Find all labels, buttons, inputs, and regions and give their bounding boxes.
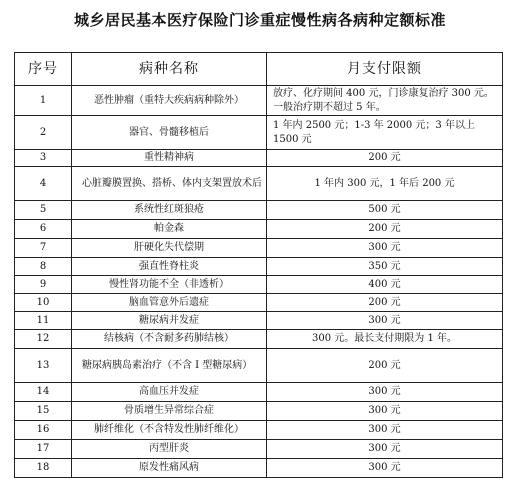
table-row bbox=[15, 440, 503, 459]
cell-monthly-limit: 500 元 bbox=[267, 201, 503, 220]
cell-disease-name: 高血压并发症 bbox=[72, 383, 267, 402]
cell-monthly-limit: 300 元 bbox=[267, 402, 503, 421]
table-row bbox=[15, 459, 503, 478]
cell-monthly-limit: 1 年内 2500 元；1-3 年 2000 元；3 年以上 1500 元 bbox=[267, 116, 503, 150]
cell-serial-number: 7 bbox=[15, 239, 72, 258]
cell-monthly-limit: 300 元 bbox=[267, 459, 503, 478]
cell-disease-name: 脑血管意外后遗症 bbox=[72, 294, 267, 312]
cell-disease-name: 糖尿病并发症 bbox=[72, 312, 267, 330]
cell-disease-name: 系统性红斑狼疮 bbox=[72, 201, 267, 220]
table-row bbox=[15, 402, 503, 421]
cell-serial-number: 18 bbox=[15, 459, 72, 478]
cell-monthly-limit: 300 元 bbox=[267, 239, 503, 258]
cell-disease-name: 肝硬化失代偿期 bbox=[72, 239, 267, 258]
cell-serial-number: 12 bbox=[15, 330, 72, 349]
cell-disease-name: 结核病（不含耐多药肺结核） bbox=[72, 330, 267, 349]
cell-monthly-limit: 400 元 bbox=[267, 276, 503, 294]
header-disease-name: 病种名称 bbox=[72, 53, 267, 86]
table-row bbox=[15, 258, 503, 276]
cell-disease-name: 心脏瓣膜置换、搭桥、体内支架置放术后 bbox=[72, 167, 267, 201]
header-monthly-limit: 月支付限额 bbox=[267, 53, 503, 86]
cell-serial-number: 9 bbox=[15, 276, 72, 294]
cell-serial-number: 5 bbox=[15, 201, 72, 220]
cell-disease-name: 重性精神病 bbox=[72, 150, 267, 167]
cell-serial-number: 6 bbox=[15, 220, 72, 239]
table-row bbox=[15, 421, 503, 440]
table-row bbox=[15, 312, 503, 330]
cell-disease-name: 帕金森 bbox=[72, 220, 267, 239]
cell-serial-number: 2 bbox=[15, 116, 72, 150]
header-serial-number: 序号 bbox=[15, 53, 72, 86]
cell-serial-number: 14 bbox=[15, 383, 72, 402]
cell-serial-number: 1 bbox=[15, 86, 72, 116]
table-row bbox=[15, 383, 503, 402]
cell-monthly-limit: 300 元 bbox=[267, 312, 503, 330]
table-row bbox=[15, 294, 503, 312]
table-row bbox=[15, 86, 503, 116]
table-row bbox=[15, 239, 503, 258]
cell-disease-name: 器官、骨髓移植后 bbox=[72, 116, 267, 150]
table-row bbox=[15, 349, 503, 383]
cell-monthly-limit: 200 元 bbox=[267, 294, 503, 312]
cell-serial-number: 11 bbox=[15, 312, 72, 330]
table-row bbox=[15, 201, 503, 220]
cell-disease-name: 肺纤维化（不含特发性肺纤维化） bbox=[72, 421, 267, 440]
table-row bbox=[15, 330, 503, 349]
cell-monthly-limit: 200 元 bbox=[267, 349, 503, 383]
cell-monthly-limit: 200 元 bbox=[267, 220, 503, 239]
table-header-row bbox=[15, 53, 503, 86]
cell-monthly-limit: 300 元 bbox=[267, 421, 503, 440]
cell-monthly-limit: 300 元 bbox=[267, 440, 503, 459]
cell-monthly-limit: 放疗、化疗期间 400 元，门诊康复治疗 300 元。一般治疗期不超过 5 年。 bbox=[267, 86, 503, 116]
cell-disease-name: 糖尿病胰岛素治疗（不含 I 型糖尿病） bbox=[72, 349, 267, 383]
cell-serial-number: 4 bbox=[15, 167, 72, 201]
cell-disease-name: 原发性痛风病 bbox=[72, 459, 267, 478]
cell-disease-name: 强直性脊柱炎 bbox=[72, 258, 267, 276]
cell-serial-number: 10 bbox=[15, 294, 72, 312]
cell-monthly-limit: 1 年内 300 元，1 年后 200 元 bbox=[267, 167, 503, 201]
cell-serial-number: 15 bbox=[15, 402, 72, 421]
table-row bbox=[15, 150, 503, 167]
page-title: 城乡居民基本医疗保险门诊重症慢性病各病种定额标准 bbox=[73, 11, 446, 29]
cell-monthly-limit: 350 元 bbox=[267, 258, 503, 276]
cell-disease-name: 骨质增生异常综合症 bbox=[72, 402, 267, 421]
cell-serial-number: 17 bbox=[15, 440, 72, 459]
cell-monthly-limit: 300 元。最长支付期限为 1 年。 bbox=[267, 330, 503, 349]
cell-disease-name: 丙型肝炎 bbox=[72, 440, 267, 459]
table-row bbox=[15, 220, 503, 239]
cell-disease-name: 慢性肾功能不全（非透析） bbox=[72, 276, 267, 294]
cell-serial-number: 3 bbox=[15, 150, 72, 167]
cell-disease-name: 恶性肿瘤（重特大疾病病种除外） bbox=[72, 86, 267, 116]
cell-serial-number: 16 bbox=[15, 421, 72, 440]
table-row bbox=[15, 167, 503, 201]
table-row bbox=[15, 276, 503, 294]
cell-serial-number: 13 bbox=[15, 349, 72, 383]
cell-serial-number: 8 bbox=[15, 258, 72, 276]
quota-table bbox=[14, 52, 503, 478]
table-row bbox=[15, 116, 503, 150]
cell-monthly-limit: 200 元 bbox=[267, 150, 503, 167]
cell-monthly-limit: 300 元 bbox=[267, 383, 503, 402]
